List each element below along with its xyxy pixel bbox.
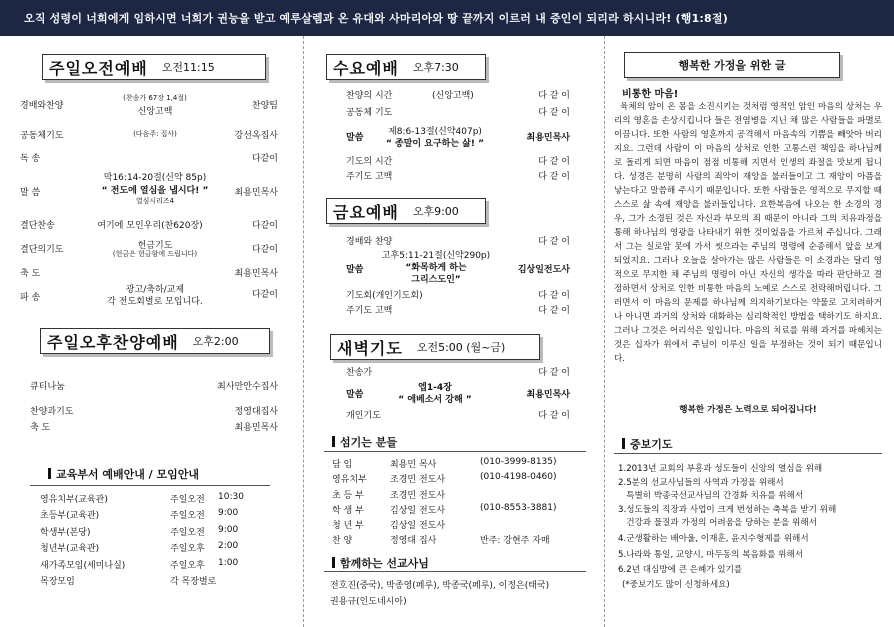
servant-phone-3: (010-8553-3881): [480, 503, 557, 513]
sunday-am-mid-7: 광고/축하/교제: [125, 285, 185, 295]
family-paragraph: 육체의 암이 온 몸을 소진시키는 것처럼 영적인 암인 마음의 상처는 우리의 영혼을 손상시킵니다 들은 전염병을 지닌 채 많은 사람들을 파멸로 이끕니다. 또한 사람의 영혼까지 공격해서 마음속의 기쁨을 빼앗아 버리지요. 그런데 사람이 이 마음의 상처로 인한 고통스런 책임을 하나님께로 돌리게 되면 마음이 점점 비통해 지면서 인생의 좌절을 맛보게 됩니다. 성경은 분명히 사람의 죄악이 재앙을 불러들이고 그 재앙이 아픔을 낳는다고 말씀해 주시기 때문입니다. 또한 사람들은 영적으로 무지할 때 스스로 삶 속에 재앙을 불러들입니다. 요한복음에 나오는 한 소경의 경우, 그가 소경된 것은 자신과 부모의 죄 때문이 아니라 그의 치유과정을 통해 하나님의 영광을 나타내기 위한 것이었음을 가르쳐 주십니다. 그래서 그는 실로암 못에 가서 씻으라는 주님의 명령에 순종해서 앞을 보게 되었지요. 그러나 오늘을 살아가는 많은 사람들은 이 소경과는 달리 영적으로 무지한 채 주님의 명령이 아닌 자신의 생각을 따라 판단하고 결정하면서 상처로 인한 비통한 마음의 노예로 스스로 전락해버립니다. 그러면서 이 마음의 문제를 하나님께 의지하기보다는 약물로 고치려하거나 아니면 과거의 상처와 대화하는 심리학적인 방법을 택하기도 하지요. 그러나 그것은 어리석은 일입니다. 마음의 치료를 위해 과거를 파헤치는 것은 십자가 위에서 주님이 이루신 일을 부정하는 것이 되기 때문입니다.: [614, 102, 882, 364]
servant-name-1: 조경민 전도사: [390, 475, 446, 485]
education-day-1: 주일오전: [170, 511, 205, 521]
servant-role-5: 찬 양: [332, 536, 353, 546]
friday-title-box: [326, 198, 486, 224]
sunday-am-mid-3: 막16:14-20절(신약 85p): [103, 173, 207, 183]
sunday-am-label-7: 파 송: [20, 293, 41, 303]
sunday-am-mid2-7: 각 전도회별로 모입니다.: [107, 297, 203, 307]
family-subtitle: 비통한 마음!: [622, 89, 679, 100]
servant-name-4: 김상일 전도사: [390, 521, 446, 531]
banner-verse: 오직 성령이 너희에게 임하시면 너희가 권능을 받고 예루살렘과 온 유대와 사마리아와 땅 끝까지 이르러 내 증인이 되리라 하시니라! (행1:8절): [24, 12, 728, 25]
wednesday-label-2: 말씀: [346, 133, 364, 143]
friday-right-2: 다 같 이: [538, 291, 570, 301]
missionaries-title: 함께하는 선교사님: [332, 555, 429, 571]
sunday-pm-label-0: 큐티나눔: [30, 382, 65, 392]
family-closing: 행복한 가정은 노력으로 되어집니다!: [679, 405, 817, 415]
missionaries-line1: 전호진(중국), 박종영(페루), 박종국(페루), 이정은(태국): [330, 581, 550, 591]
friday-label-2: 기도회(개인기도회): [346, 291, 423, 301]
fold-line-left: [303, 36, 304, 627]
servant-name-0: 최용민 목사: [390, 460, 437, 470]
sunday-am-time: 오전11:15: [161, 61, 215, 74]
education-name-0: 영유치부(교육관): [40, 495, 108, 505]
wednesday-label-1: 공동체 기도: [346, 108, 393, 118]
dawn-right-1: 최용민목사: [526, 390, 570, 400]
education-name-4: 새가족모임(세미나실): [40, 561, 126, 571]
missionaries-line2: 권용규(인도네시아): [330, 597, 407, 607]
dawn-mid-1: 엡1-4장: [418, 383, 452, 393]
servants-divider: [324, 451, 586, 452]
family-title-box: [624, 52, 840, 78]
servant-phone-5: 반주: 강현주 자매: [480, 536, 550, 546]
sunday-pm-right-0: 최사만안수집사: [217, 382, 278, 392]
education-name-2: 학생부(본당): [40, 528, 91, 538]
sunday-pm-label-1: 찬양과기도: [30, 407, 74, 417]
friday-mid-1: 고후5:11-21절(신약290p): [381, 251, 491, 261]
servant-phone-0: (010-3999-8135): [480, 457, 557, 467]
family-title: 행복한 가정을 위한 글: [678, 59, 786, 72]
friday-mid3-1: 그리스도인”: [411, 275, 461, 285]
dawn-time: 오전5:00 (월~금): [416, 341, 506, 354]
missionaries-divider: [324, 571, 586, 572]
education-day-5: 각 목장별로: [170, 577, 217, 587]
education-name-5: 목장모임: [40, 577, 75, 587]
friday-label-0: 경배와 찬양: [346, 237, 393, 247]
friday-mid2-1: “화목하게 하는: [405, 263, 467, 273]
wednesday-right-3: 다 같 이: [538, 157, 570, 167]
sunday-pm-right-1: 정영대집사: [234, 407, 278, 417]
prayer-item-1: 2.5분의 선교사님들의 사역과 가정을 위해서: [618, 478, 784, 488]
wednesday-right-2: 최용민목사: [526, 133, 570, 143]
friday-label-1: 말씀: [346, 265, 364, 275]
sunday-am-label-4: 결단찬송: [20, 221, 55, 231]
wednesday-label-3: 기도의 시간: [346, 157, 393, 167]
education-time-0: 10:30: [218, 492, 244, 502]
servant-name-5: 정영대 집사: [390, 536, 437, 546]
friday-right-3: 다 같 이: [538, 306, 570, 316]
wednesday-title-box: [326, 54, 486, 80]
sunday-am-right-2: 다같이: [251, 154, 278, 164]
education-name-3: 청년부(교육관): [40, 544, 100, 554]
education-name-1: 초등부(교육관): [40, 511, 100, 521]
friday-title: 금요예배: [333, 202, 399, 222]
wednesday-label-0: 찬양의 시간: [346, 91, 393, 101]
wednesday-mid2-2: “ 종말이 요구하는 삶! ”: [385, 139, 485, 149]
education-day-2: 주일오전: [170, 528, 205, 538]
wednesday-right-0: 다 같 이: [538, 91, 570, 101]
sunday-am-mid-5: 헌금기도: [137, 241, 173, 251]
sunday-pm-right-2: 최용민목사: [234, 423, 278, 433]
servant-phone-1: (010-4198-0460): [480, 472, 557, 482]
wednesday-title: 수요예배: [333, 58, 399, 78]
prayer-item-7: 6.2년 대심방에 큰 은혜가 있기를: [618, 565, 743, 575]
sunday-am-right-1: 강선옥집사: [234, 131, 278, 141]
wednesday-right-1: 다 같 이: [538, 108, 570, 118]
sunday-am-title-box: [42, 54, 266, 80]
education-time-4: 1:00: [218, 558, 239, 568]
sunday-pm-time: 오후2:00: [192, 335, 239, 348]
sunday-am-label-3: 말 씀: [20, 188, 41, 198]
sunday-am-title: 주일오전예배: [49, 58, 148, 78]
sunday-am-mid-0: (찬송가 67장 1,4절): [123, 94, 187, 102]
sunday-am-mid-4: 여기에 모인우리(찬620장): [97, 221, 203, 231]
sunday-am-right-0: 찬양팀: [251, 101, 278, 111]
sunday-pm-title: 주일오후찬양예배: [47, 332, 179, 352]
sunday-am-mid3-3: 열심시리즈4: [135, 197, 175, 205]
dawn-title: 새벽기도: [337, 338, 403, 358]
prayer-item-5: 4.군생활하는 배아울, 이재훈, 윤지수형제를 위해서: [618, 534, 809, 544]
prayer-item-2: 특별히 박종국선교사님의 간경화 치유를 위해서: [618, 491, 804, 501]
sunday-pm-title-box: [40, 328, 270, 354]
education-time-3: 2:00: [218, 541, 239, 551]
dawn-mid2-1: “ 에베소서 강해 ”: [398, 395, 472, 405]
servant-role-1: 영유치부: [332, 475, 367, 485]
servant-role-2: 초 등 부: [332, 491, 364, 501]
servant-role-3: 학 생 부: [332, 506, 364, 516]
sunday-am-mid2-3: “ 전도에 열심을 냅시다! ”: [101, 186, 209, 196]
servant-name-3: 김상일 전도사: [390, 506, 446, 516]
servant-name-2: 조경민 전도사: [390, 491, 446, 501]
sunday-am-right-3: 최용민목사: [234, 188, 278, 198]
friday-right-1: 김상일전도사: [517, 265, 570, 275]
prayer-item-3: 3.성도들의 직장과 사업이 크게 번성하는 축복을 받기 위해: [618, 505, 837, 515]
prayer-item-8: (*중보기도 많이 신청하세요): [622, 580, 730, 590]
fold-line-right: [604, 36, 605, 627]
prayer-item-4: 건강과 물질과 가정의 어려움을 당하는 분을 위해서: [618, 518, 817, 528]
prayer-title: 중보기도: [622, 436, 673, 452]
dawn-label-1: 말씀: [346, 390, 364, 400]
dawn-right-0: 다 같 이: [538, 368, 570, 378]
friday-label-3: 주기도 고백: [346, 306, 393, 316]
education-title: 교육부서 예배안내 / 모임안내: [48, 466, 199, 482]
sunday-am-label-5: 결단의기도: [20, 245, 64, 255]
dawn-label-2: 개인기도: [346, 411, 381, 421]
sunday-am-right-5: 다같이: [251, 245, 278, 255]
prayer-item-6: 5.나라와 통일, 교양시, 마두동의 복음화를 위해서: [618, 550, 804, 560]
sunday-am-label-1: 공동체기도: [20, 131, 64, 141]
education-divider: [30, 485, 270, 486]
servant-role-4: 청 년 부: [332, 521, 364, 531]
servant-role-0: 담 임: [332, 460, 353, 470]
sunday-am-mid2-0: 신앙고백: [137, 107, 173, 117]
sunday-am-label-6: 축 도: [20, 269, 41, 279]
servants-title: 섬기는 분들: [332, 434, 397, 450]
sunday-am-label-0: 경배와찬양: [20, 101, 64, 111]
sunday-am-mid2-5: (헌금은 헌금함에 드립니다): [112, 250, 198, 258]
education-day-3: 주일오후: [170, 544, 205, 554]
wednesday-label-4: 주기도 고백: [346, 172, 393, 182]
education-time-2: 9:00: [218, 525, 239, 535]
education-day-0: 주일오전: [170, 495, 205, 505]
sunday-am-mid-1: (다음주: 집사): [133, 130, 177, 138]
sunday-pm-label-2: 축 도: [30, 423, 51, 433]
header-banner: [0, 0, 894, 36]
education-time-1: 9:00: [218, 508, 239, 518]
wednesday-right-4: 다 같 이: [538, 172, 570, 182]
wednesday-mid-0: (신앙고백): [432, 91, 474, 101]
friday-time: 오후9:00: [412, 205, 459, 218]
dawn-label-0: 찬송가: [346, 368, 373, 378]
prayer-divider: [614, 453, 882, 454]
sunday-am-right-6: 최용민목사: [234, 269, 278, 279]
education-day-4: 주일오후: [170, 561, 205, 571]
dawn-title-box: [330, 334, 540, 360]
sunday-am-right-4: 다같이: [251, 221, 278, 231]
sunday-am-right-7: 다같이: [251, 290, 278, 300]
dawn-right-2: 다 같 이: [538, 411, 570, 421]
wednesday-time: 오후7:30: [412, 61, 459, 74]
wednesday-mid-2: 제8:6-13절(신약407p): [388, 127, 482, 137]
sunday-am-label-2: 독 송: [20, 154, 41, 164]
prayer-item-0: 1.2013년 교회의 부흥과 성도들이 신앙의 열심을 위해: [618, 464, 823, 474]
friday-right-0: 다 같 이: [538, 237, 570, 247]
